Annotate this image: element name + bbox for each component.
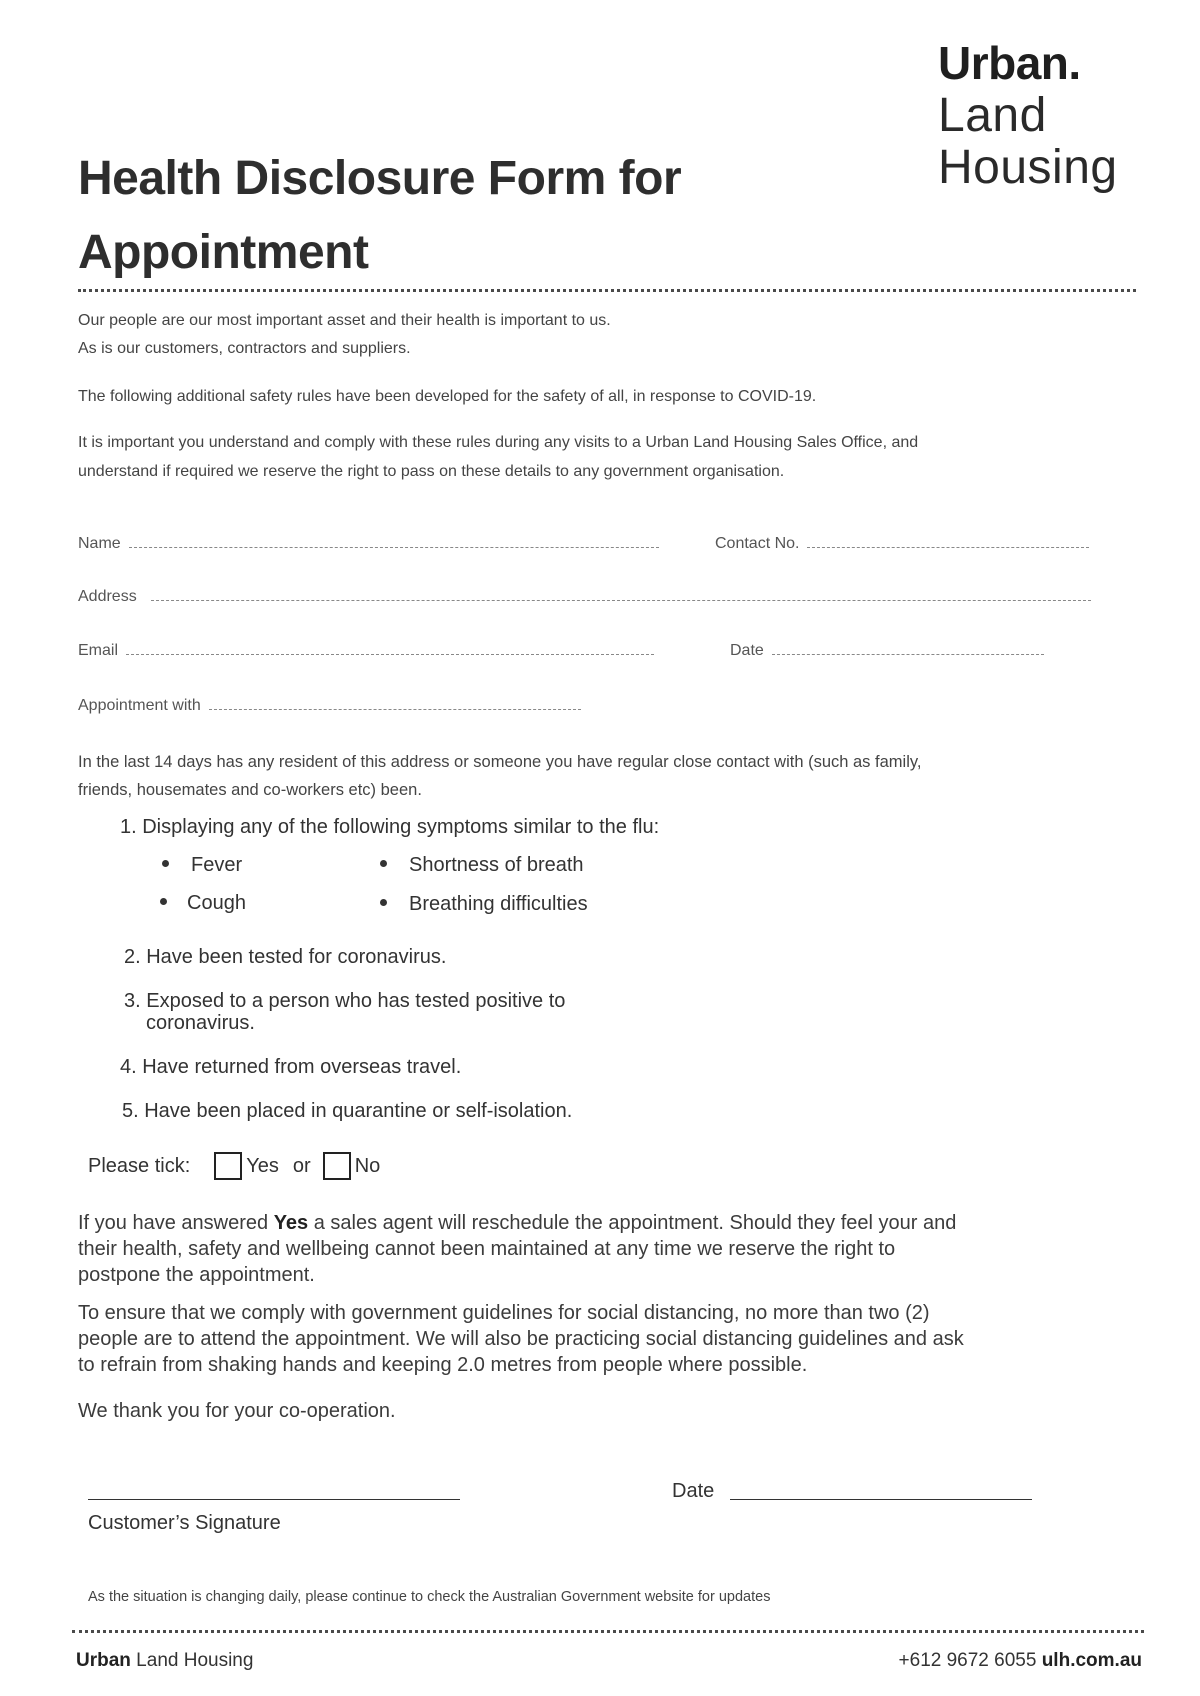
bullet-icon (160, 898, 167, 905)
footer-contact (899, 1650, 1142, 1672)
title-line-2: Appointment (78, 226, 369, 279)
yes-answer-paragraph (78, 1210, 1138, 1288)
contact-field[interactable] (715, 533, 1089, 553)
footer-phone: +612 9672 6055 (898, 1650, 1037, 1671)
footer-brand (76, 1650, 253, 1672)
symptom-label: Shortness of breath (409, 854, 584, 876)
appointment-with-input-line[interactable] (209, 695, 581, 710)
title-divider (78, 289, 1136, 292)
title-line-1: Health Disclosure Form for (78, 152, 682, 205)
symptom-item (162, 854, 242, 877)
logo-line-urban: Urban. (938, 37, 1081, 89)
email-field[interactable] (78, 640, 654, 660)
name-label: Name (78, 535, 121, 552)
paragraph-text: a sales agent will reschedule the appointment. Should they feel your and (308, 1212, 957, 1234)
update-note: As the situation is changing daily, please continue to check the Australian Government website for updates (88, 1589, 771, 1605)
intro-text: It is important you understand and comply with these rules during any visits to a Urban Land Housing Sales Office, and (78, 434, 919, 451)
email-label: Email (78, 642, 119, 659)
intro-paragraph-3 (78, 428, 918, 486)
page-title (78, 142, 798, 290)
question-4: 4. Have returned from overseas travel. (120, 1056, 462, 1078)
question-3-text: coronavirus. (146, 1012, 255, 1034)
symptom-item (160, 892, 246, 915)
paragraph-text: To ensure that we comply with government guidelines for social distancing, no more than two (2) (78, 1302, 930, 1324)
question-2: 2. Have been tested for coronavirus. (124, 946, 447, 968)
questions-intro-text: friends, housemates and co-workers etc) been. (78, 781, 422, 799)
questions-intro-text: In the last 14 days has any resident of this address or someone you have regular close contact with (such as family, (78, 753, 922, 771)
address-input-line[interactable] (151, 586, 1091, 601)
logo-line-land: Land (938, 89, 1047, 142)
address-field[interactable] (78, 586, 1091, 606)
logo-line-housing: Housing (938, 141, 1118, 194)
signature-date-line[interactable] (730, 1499, 1032, 1500)
date-label: Date (730, 642, 764, 659)
name-input-line[interactable] (129, 533, 659, 548)
signature-line[interactable] (88, 1499, 460, 1500)
date-input-line[interactable] (772, 640, 1044, 655)
yes-label: Yes (246, 1154, 279, 1177)
intro-text: understand if required we reserve the right to pass on these details to any government organisation. (78, 463, 785, 480)
signature-date-label: Date (672, 1480, 715, 1502)
symptom-item (380, 854, 584, 877)
intro-paragraph-2: The following additional safety rules have been developed for the safety of all, in response to COVID-19. (78, 388, 817, 405)
date-field[interactable] (730, 640, 1044, 660)
intro-text: Our people are our most important asset and their health is important to us. (78, 312, 611, 329)
bullet-icon (162, 860, 169, 867)
no-label: No (354, 1154, 381, 1177)
bullet-icon (380, 899, 387, 906)
paragraph-text: postpone the appointment. (78, 1264, 315, 1286)
appointment-with-label: Appointment with (78, 697, 201, 714)
no-checkbox[interactable] (323, 1152, 351, 1180)
paragraph-text: to refrain from shaking hands and keeping 2.0 metres from people where possible. (78, 1354, 808, 1376)
yes-emphasis: Yes (273, 1212, 309, 1234)
symptom-item (380, 893, 588, 916)
questions-intro (78, 748, 1118, 804)
email-input-line[interactable] (126, 640, 654, 655)
address-label: Address (78, 588, 137, 605)
brand-logo (938, 37, 1118, 196)
tick-label: Please tick: (88, 1154, 191, 1177)
appointment-with-field[interactable] (78, 695, 581, 715)
paragraph-text: their health, safety and wellbeing cannot been maintained at any time we reserve the right to (78, 1238, 896, 1260)
footer-brand-bold: Urban (76, 1650, 131, 1671)
bullet-icon (380, 860, 387, 867)
footer-brand-rest: Land Housing (130, 1650, 254, 1671)
question-3-text: 3. Exposed to a person who has tested positive to (124, 990, 566, 1012)
tick-row (88, 1152, 380, 1180)
question-1: 1. Displaying any of the following symptoms similar to the flu: (120, 816, 660, 838)
customer-signature-label: Customer’s Signature (88, 1512, 281, 1534)
symptom-label: Cough (187, 892, 246, 914)
symptom-label: Breathing difficulties (409, 893, 588, 915)
intro-text: As is our customers, contractors and suppliers. (78, 340, 411, 357)
social-distancing-paragraph (78, 1300, 1138, 1378)
yes-checkbox[interactable] (214, 1152, 242, 1180)
footer-website-link[interactable]: ulh.com.au (1041, 1650, 1142, 1671)
contact-label: Contact No. (715, 535, 800, 552)
footer-divider (72, 1630, 1144, 1633)
thanks-paragraph: We thank you for your co-operation. (78, 1400, 396, 1422)
paragraph-text: If you have answered (78, 1212, 274, 1234)
question-3 (124, 990, 565, 1034)
or-label: or (292, 1154, 311, 1177)
symptom-label: Fever (191, 854, 243, 876)
contact-input-line[interactable] (807, 533, 1089, 548)
paragraph-text: people are to attend the appointment. We will also be practicing social distancing guidelines and ask (78, 1328, 964, 1350)
question-5: 5. Have been placed in quarantine or self-isolation. (122, 1100, 573, 1122)
intro-paragraph-1 (78, 309, 611, 361)
name-field[interactable] (78, 533, 659, 553)
